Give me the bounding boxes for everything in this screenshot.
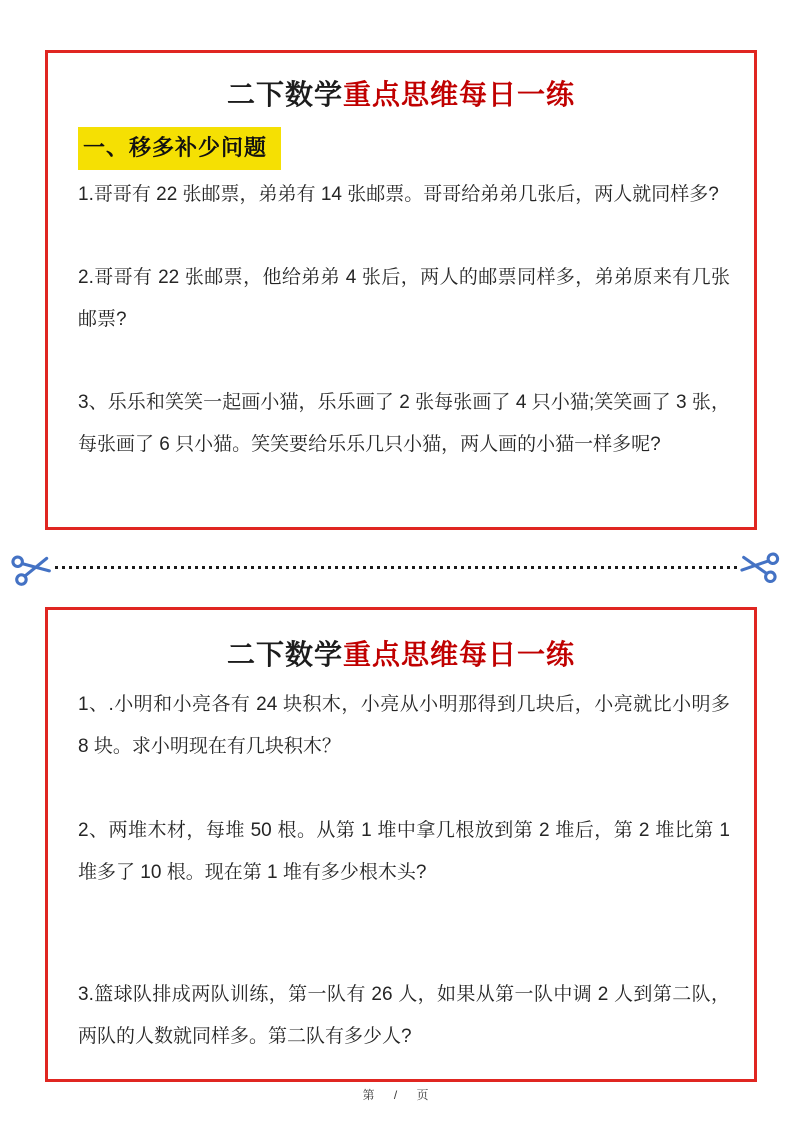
- page-title-2-black-part: 二下数学: [226, 639, 343, 670]
- question-1: 1、.小明和小亮各有 24 块积木，小亮从小明那得到几块后，小亮就比小明多 8 块。求小明现在有几块积木？: [78, 694, 730, 757]
- section-heading-highlighted: 一、移多补少问题: [78, 127, 281, 170]
- section-heading-wrap: [78, 127, 281, 170]
- page-title-2-red-part: 重点思维每日一练: [343, 639, 576, 670]
- page-number: 第 / 页: [362, 1088, 431, 1102]
- question-3: 3、乐乐和笑笑一起画小猫，乐乐画了 2 张每张画了 4 只小猫;笑笑画了 3 张，每张画了 6 只小猫。笑笑要给乐乐几只小猫，两人画的小猫一样多呢?: [78, 392, 730, 455]
- page-title: [48, 77, 754, 113]
- worksheet-card-top: [45, 50, 757, 530]
- question-2: 2.哥哥有 22 张邮票，他给弟弟 4 张后，两人的邮票同样多，弟弟原来有几张邮票?: [78, 267, 730, 330]
- question-3: 3.篮球队排成两队训练，第一队有 26 人，如果从第一队中调 2 人到第二队，两队的人数就同样多。第二队有多少人?: [78, 984, 730, 1047]
- page-title-2: [48, 637, 754, 673]
- scissors-icon-right: [737, 544, 782, 587]
- dotted-cut-line: [55, 566, 738, 569]
- question-2: 2、两堆木材，每堆 50 根。从第 1 堆中拿几根放到第 2 堆后，第 2 堆比第 1 堆多了 10 根。现在第 1 堆有多少根木头?: [78, 820, 730, 883]
- question-1: 1.哥哥有 22 张邮票，弟弟有 14 张邮票。哥哥给弟弟几张后，两人就同样多?: [78, 184, 719, 205]
- worksheet-card-bottom: [45, 607, 757, 1082]
- page-title-red-part: 重点思维每日一练: [343, 79, 576, 110]
- scissors-icon-left: [8, 545, 55, 590]
- cut-here-divider: [0, 544, 793, 592]
- page-title-black-part: 二下数学: [226, 79, 343, 110]
